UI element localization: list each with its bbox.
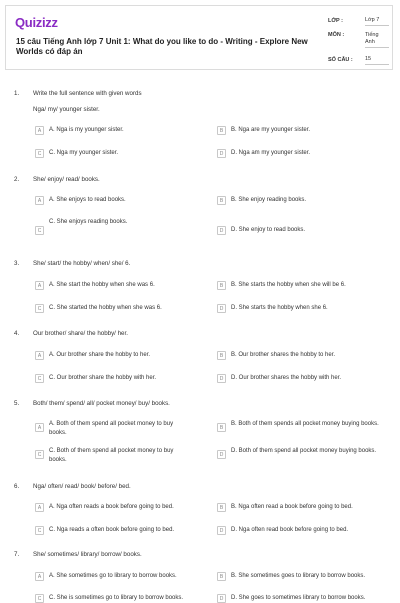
option-text: C. She is sometimes go to library to borrow books. (49, 595, 184, 601)
option-b[interactable] (217, 281, 389, 290)
quizizz-logo: Quizizz (15, 15, 58, 30)
count-value: 15 (365, 56, 389, 65)
page-title: 15 câu Tiếng Anh lớp 7 Unit 1: What do you like to do - Writing - Explore New Worlds có đáp án (16, 37, 308, 56)
question-number: 2. (14, 176, 20, 183)
question-number: 6. (14, 483, 20, 490)
option-text: D. She goes to sometimes library to borrow books. (231, 595, 366, 601)
option-letter: B (217, 351, 226, 360)
option-letter: C (35, 526, 44, 535)
option-letter: A (35, 196, 44, 205)
question-prompt: Write the full sentence with given words (33, 90, 142, 97)
option-a[interactable] (35, 126, 189, 135)
option-text: A. Our brother share the hobby to her. (49, 352, 151, 358)
option-text: A. She sometimes go to library to borrow books. (49, 573, 177, 579)
option-letter: A (35, 423, 44, 432)
option-c[interactable] (35, 526, 189, 535)
option-d[interactable] (217, 447, 389, 459)
option-letter: B (217, 126, 226, 135)
option-text: C. She started the hobby when she was 6. (49, 305, 162, 311)
option-d[interactable] (217, 526, 389, 535)
option-c[interactable] (35, 447, 189, 464)
option-text: D. Nga often read book before going to bed. (231, 527, 349, 533)
option-text: D. Both of them spend all pocket money buying books. (231, 448, 377, 454)
option-b[interactable] (217, 126, 389, 135)
option-d[interactable] (217, 304, 389, 313)
option-letter: D (217, 149, 226, 158)
subject-label: MÔN : (328, 32, 345, 38)
option-letter: B (217, 503, 226, 512)
option-letter: C (35, 304, 44, 313)
option-b[interactable] (217, 572, 389, 581)
class-value: Lớp 7 (365, 17, 389, 26)
option-text: B. She starts the hobby when she will be 6. (231, 282, 346, 288)
question-number: 7. (14, 551, 20, 558)
option-text: B. Both of them spends all pocket money buying books. (231, 421, 379, 427)
option-text: B. She sometimes goes to library to borrow books. (231, 573, 366, 579)
option-letter: C (35, 374, 44, 383)
option-letter: A (35, 351, 44, 360)
question-prompt: Our brother/ share/ the hobby/ her. (33, 330, 128, 337)
option-a[interactable] (35, 196, 189, 205)
option-text: A. Nga is my younger sister. (49, 127, 124, 133)
option-a[interactable] (35, 572, 189, 581)
option-text: B. Nga often read a book before going to bed. (231, 504, 353, 510)
class-label: LỚP : (328, 18, 343, 24)
question-number: 5. (14, 400, 20, 407)
option-text: A. She start the hobby when she was 6. (49, 282, 155, 288)
option-b[interactable] (217, 351, 389, 360)
option-letter: B (217, 196, 226, 205)
option-text: A. Nga often reads a book before going to bed. (49, 504, 174, 510)
option-text: A. She enjoys to read books. (49, 197, 126, 203)
question-prompt: Both/ them/ spend/ all/ pocket money/ buy/ books. (33, 400, 170, 407)
question-prompt: She/ start/ the hobby/ when/ she/ 6. (33, 260, 131, 267)
option-letter: A (35, 281, 44, 290)
option-text: C. Nga my younger sister. (49, 150, 119, 156)
option-text: C. Our brother share the hobby with her. (49, 375, 157, 381)
option-letter: C (35, 594, 44, 603)
option-letter: D (217, 226, 226, 235)
option-letter: B (217, 423, 226, 432)
option-text: C. Both of them spend all pocket money to buy books. (49, 448, 174, 463)
subject-value: Tiếng Anh (365, 32, 389, 48)
question-number: 4. (14, 330, 20, 337)
option-letter: A (35, 126, 44, 135)
option-letter: C (35, 226, 44, 235)
option-b[interactable] (217, 503, 389, 512)
option-a[interactable] (35, 351, 189, 360)
option-letter: A (35, 503, 44, 512)
question-prompt: Nga/ often/ read/ book/ before/ bed. (33, 483, 131, 490)
option-text: D. She enjoy to read books. (231, 227, 306, 233)
option-d[interactable] (217, 149, 389, 158)
option-letter: B (217, 572, 226, 581)
option-letter: D (217, 450, 226, 459)
option-c[interactable] (35, 374, 189, 383)
option-text: C. Nga reads a often book before going to bed. (49, 527, 175, 533)
worksheet-header (5, 5, 393, 70)
option-c[interactable] (35, 149, 189, 158)
option-text: B. Our brother shares the hobby to her. (231, 352, 336, 358)
option-letter: D (217, 594, 226, 603)
option-letter: D (217, 374, 226, 383)
option-c[interactable] (35, 304, 189, 313)
option-d[interactable] (217, 594, 389, 603)
option-letter: D (217, 304, 226, 313)
option-letter: D (217, 526, 226, 535)
option-c[interactable] (35, 218, 189, 235)
option-text: D. Our brother shares the hobby with her. (231, 375, 342, 381)
option-c[interactable] (35, 594, 189, 603)
option-b[interactable] (217, 196, 389, 205)
option-b[interactable] (217, 420, 389, 432)
option-text: C. She enjoys reading books. (49, 219, 128, 225)
option-text: B. Nga are my younger sister. (231, 127, 311, 133)
option-d[interactable] (217, 374, 389, 383)
question-number: 3. (14, 260, 20, 267)
question-prompt: She/ enjoy/ read/ books. (33, 176, 100, 183)
option-letter: C (35, 450, 44, 459)
option-a[interactable] (35, 420, 189, 437)
option-text: D. She starts the hobby when she 6. (231, 305, 328, 311)
option-a[interactable] (35, 281, 189, 290)
question-number: 1. (14, 90, 20, 97)
option-d[interactable] (217, 226, 389, 235)
option-text: B. She enjoy reading books. (231, 197, 307, 203)
question-prompt: She/ sometimes/ library/ borrow/ books. (33, 551, 142, 558)
count-label: SỐ CÂU : (328, 57, 353, 63)
option-letter: B (217, 281, 226, 290)
question-subprompt: Nga/ my/ younger sister. (33, 106, 100, 113)
option-letter: A (35, 572, 44, 581)
option-text: A. Both of them spend all pocket money to buy books. (49, 421, 174, 436)
option-text: D. Nga am my younger sister. (231, 150, 311, 156)
option-letter: C (35, 149, 44, 158)
option-a[interactable] (35, 503, 189, 512)
